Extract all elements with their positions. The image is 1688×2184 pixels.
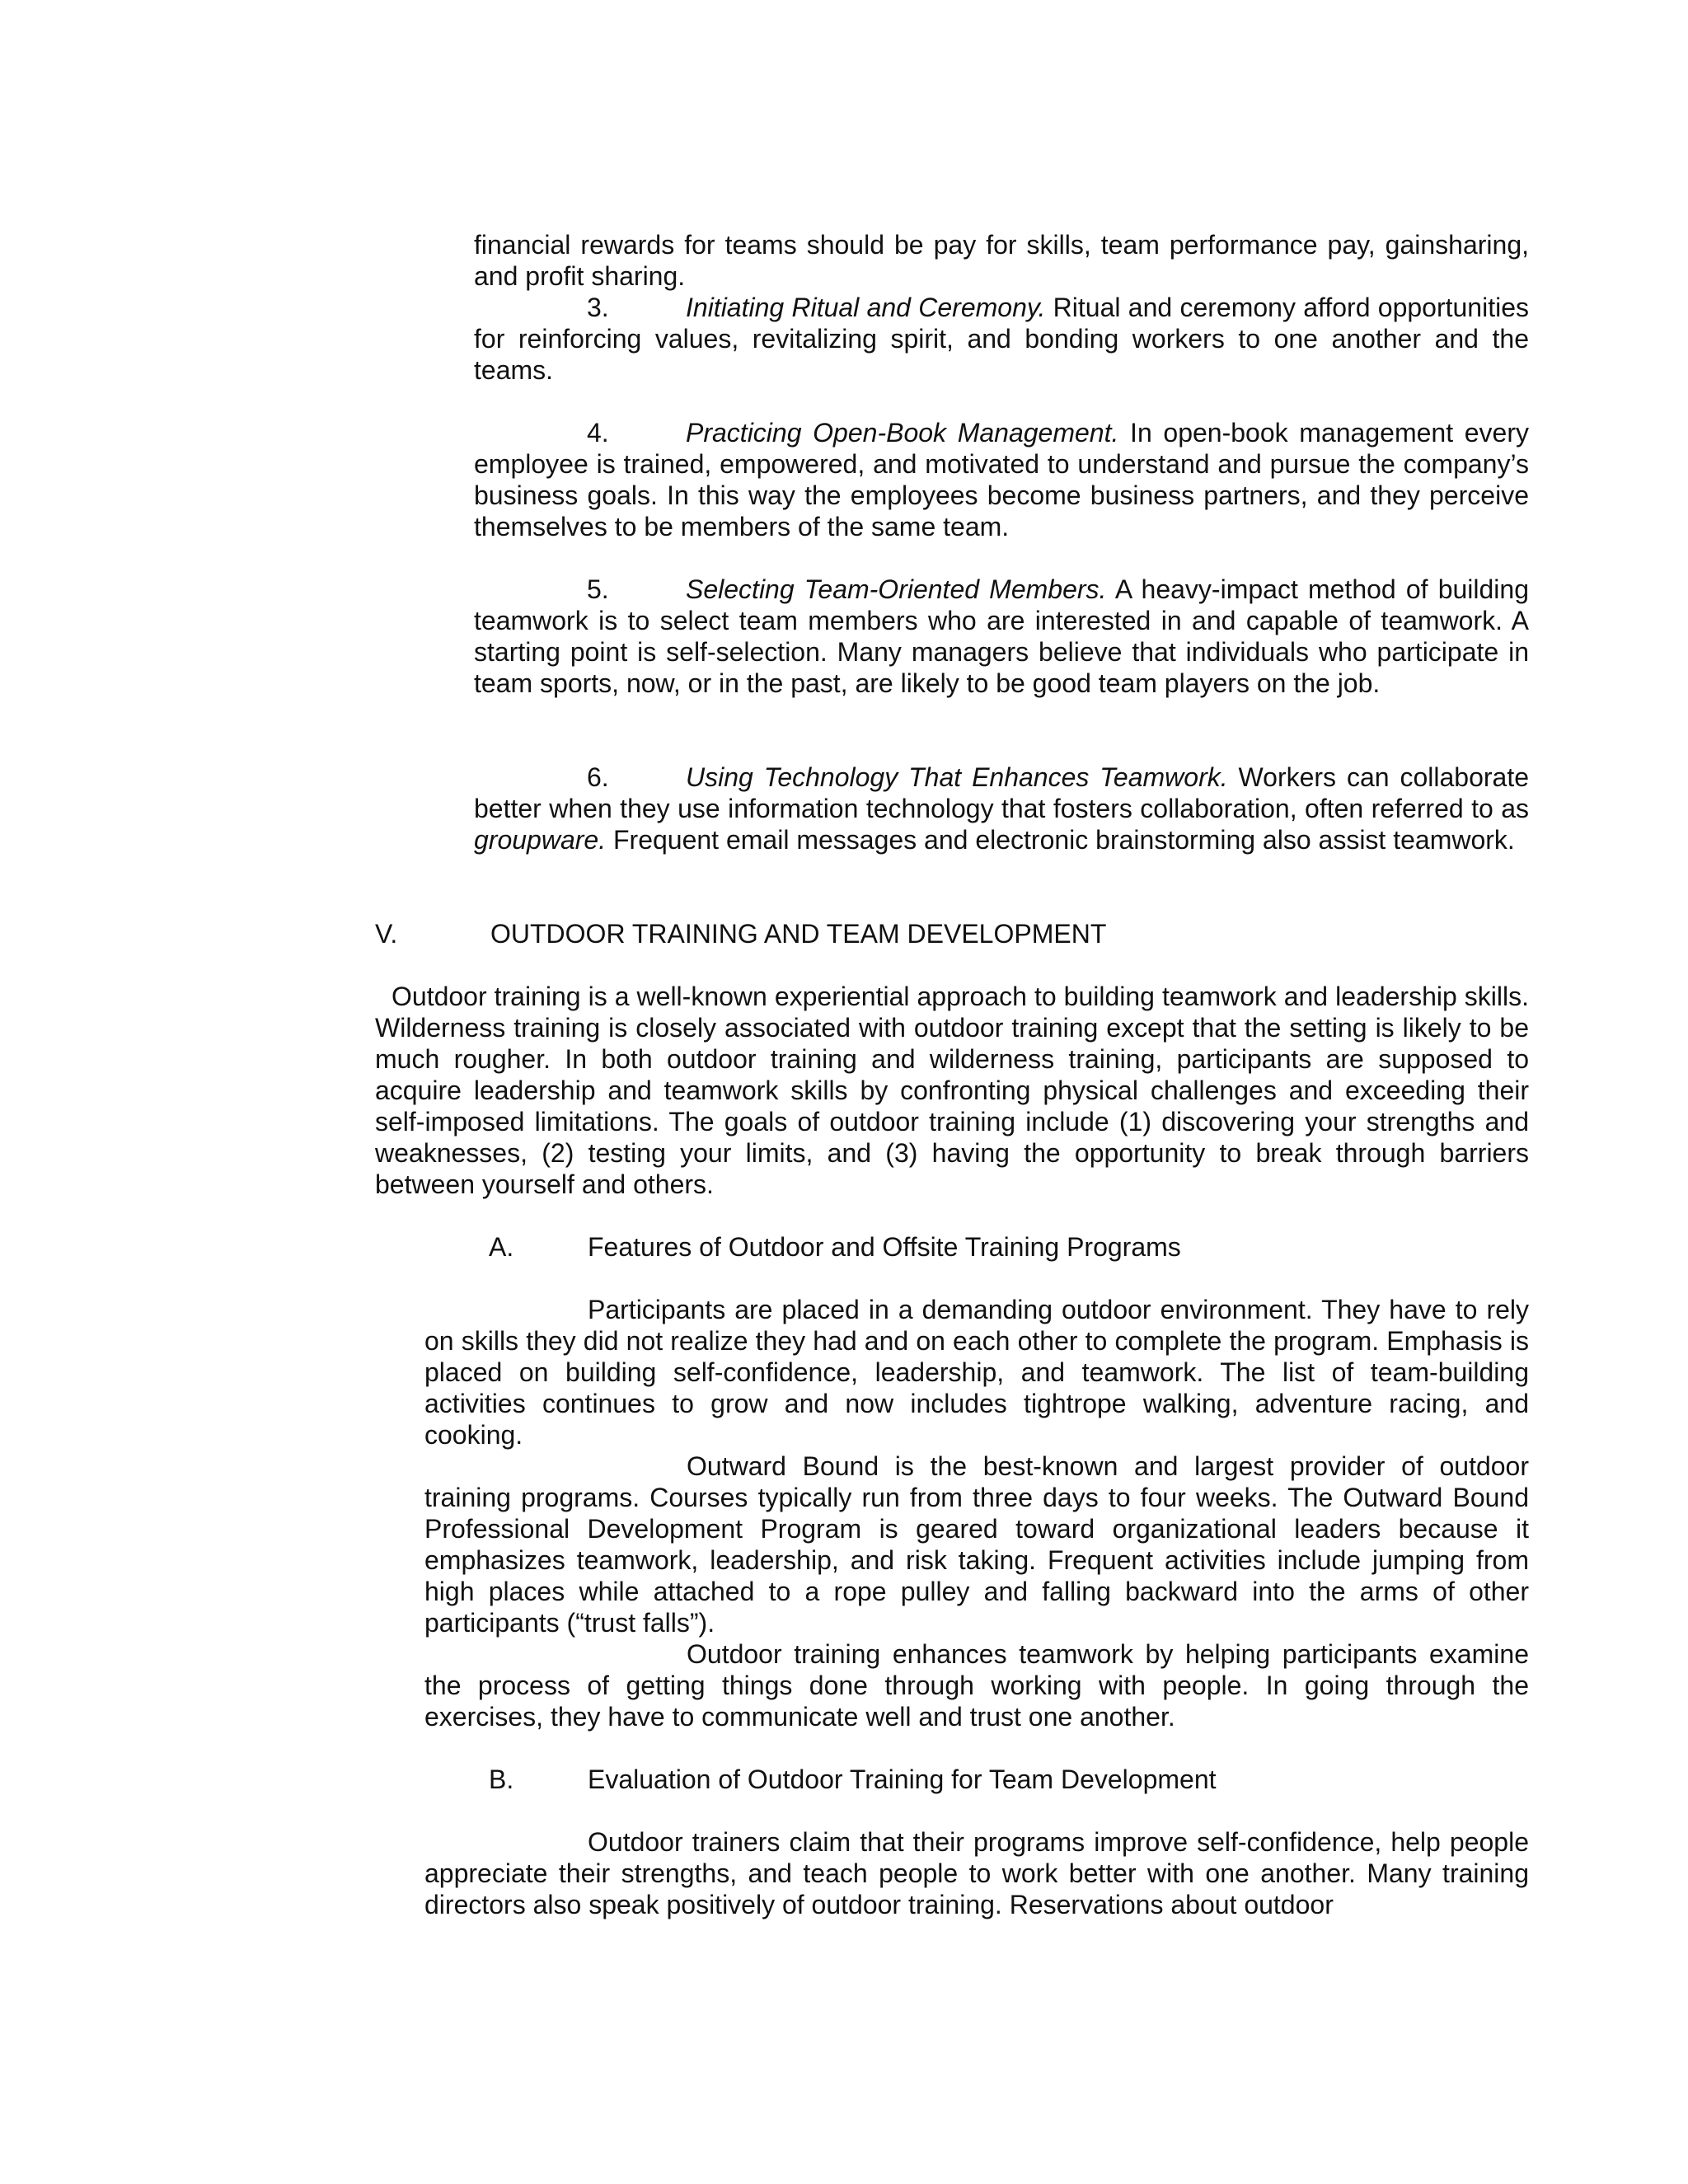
paragraph-text: Outdoor trainers claim that their programs improve self-confidence, help people appreciate their strengths, and teach people to work better with one another. Many training directors also speak positively of outdoor training. Reservations about outdoor <box>424 1827 1529 1919</box>
list-item-number: 3. <box>587 293 609 322</box>
subsection-b-heading <box>489 1764 1217 1795</box>
section-title: OUTDOOR TRAINING AND TEAM DEVELOPMENT <box>490 919 1107 949</box>
subsection-a-paragraph-3 <box>424 1638 1529 1732</box>
paragraph-text: Outward Bound is the best-known and largest provider of outdoor training programs. Courses typically run from three days to four weeks. The Outward Bound Professional Development Program is geared toward organizational leaders because it emphasizes teamwork, leadership, and risk taking. Frequent activities include jumping from high places while attached to a rope pulley and falling backward into the arms of other participants (“trust falls”). <box>424 1451 1529 1638</box>
section-heading <box>375 918 1106 949</box>
list-item-title: Using Technology That Enhances Teamwork. <box>686 762 1228 792</box>
list-item-6 <box>474 762 1529 855</box>
list-item-title: Selecting Team-Oriented Members. <box>686 574 1107 604</box>
list-item-text: Ritual and ceremony afford opportunities for reinforcing values, revitalizing spirit, and bonding workers to one another and the teams. <box>474 293 1530 385</box>
list-item-text-end: Frequent email messages and electronic brainstorming also assist teamwork. <box>606 825 1515 855</box>
list-item-number: 4. <box>587 418 609 448</box>
subsection-title: Evaluation of Outdoor Training for Team Development <box>588 1765 1217 1794</box>
subsection-a-paragraph-1 <box>424 1294 1529 1451</box>
list-item-text: A heavy-impact method of building teamwork is to select team members who are interested in and capable of teamwork. A starting point is self-selection. Many managers believe that individuals who participate in team sports, now, or in the past, are likely to be good team players on the job. <box>474 574 1530 698</box>
item-2-text: financial rewards for teams should be pay for skills, team performance pay, gainsharing, and profit sharing. <box>474 230 1529 291</box>
list-item-number: 5. <box>587 574 609 604</box>
subsection-b-paragraph-1 <box>424 1826 1529 1920</box>
section-body <box>375 981 1529 1200</box>
subsection-a-heading <box>489 1231 1181 1263</box>
section-body-text: Outdoor training is a well-known experiential approach to building teamwork and leadership skills. Wilderness training is closely associated with outdoor training except that the setting is likely to be much rougher. In both outdoor training and wilderness training, participants are supposed to acquire leadership and teamwork skills by confronting physical challenges and exceeding their self-imposed limitations. The goals of outdoor training include (1) discovering your strengths and weaknesses, (2) testing your limits, and (3) having the opportunity to break through barriers between yourself and others. <box>375 982 1529 1199</box>
list-item-3 <box>474 292 1529 386</box>
italic-term: groupware. <box>474 825 607 855</box>
subsection-a-paragraph-2 <box>424 1451 1529 1638</box>
subsection-title: Features of Outdoor and Offsite Training Programs <box>588 1232 1181 1262</box>
list-item-title: Initiating Ritual and Ceremony. <box>686 293 1046 322</box>
list-item-title: Practicing Open-Book Management. <box>686 418 1119 448</box>
section-number: V. <box>375 919 398 949</box>
subsection-letter: B. <box>489 1765 514 1794</box>
list-item-5 <box>474 574 1529 699</box>
item-2-continuation <box>474 229 1529 292</box>
list-item-text: In open-book management every employee is trained, empowered, and motivated to understand and pursue the company’s business goals. In this way the employees become business partners, and they perceive themselves to be members of the same team. <box>474 418 1530 541</box>
list-item-text: Workers can collaborate better when they use information technology that fosters collaboration, often referred to as <box>474 762 1529 823</box>
paragraph-text: Outdoor training enhances teamwork by helping participants examine the process of getting things done through working with people. In going through the exercises, they have to communicate well and trust one another. <box>424 1639 1529 1732</box>
list-item-number: 6. <box>587 762 609 792</box>
subsection-letter: A. <box>489 1232 514 1262</box>
list-item-4 <box>474 417 1529 542</box>
paragraph-text: Participants are placed in a demanding outdoor environment. They have to rely on skills they did not realize they had and on each other to complete the program. Emphasis is placed on building self-confidence, leadership, and teamwork. The list of team-building activities continues to grow and now includes tightrope walking, adventure racing, and cooking. <box>424 1295 1529 1450</box>
